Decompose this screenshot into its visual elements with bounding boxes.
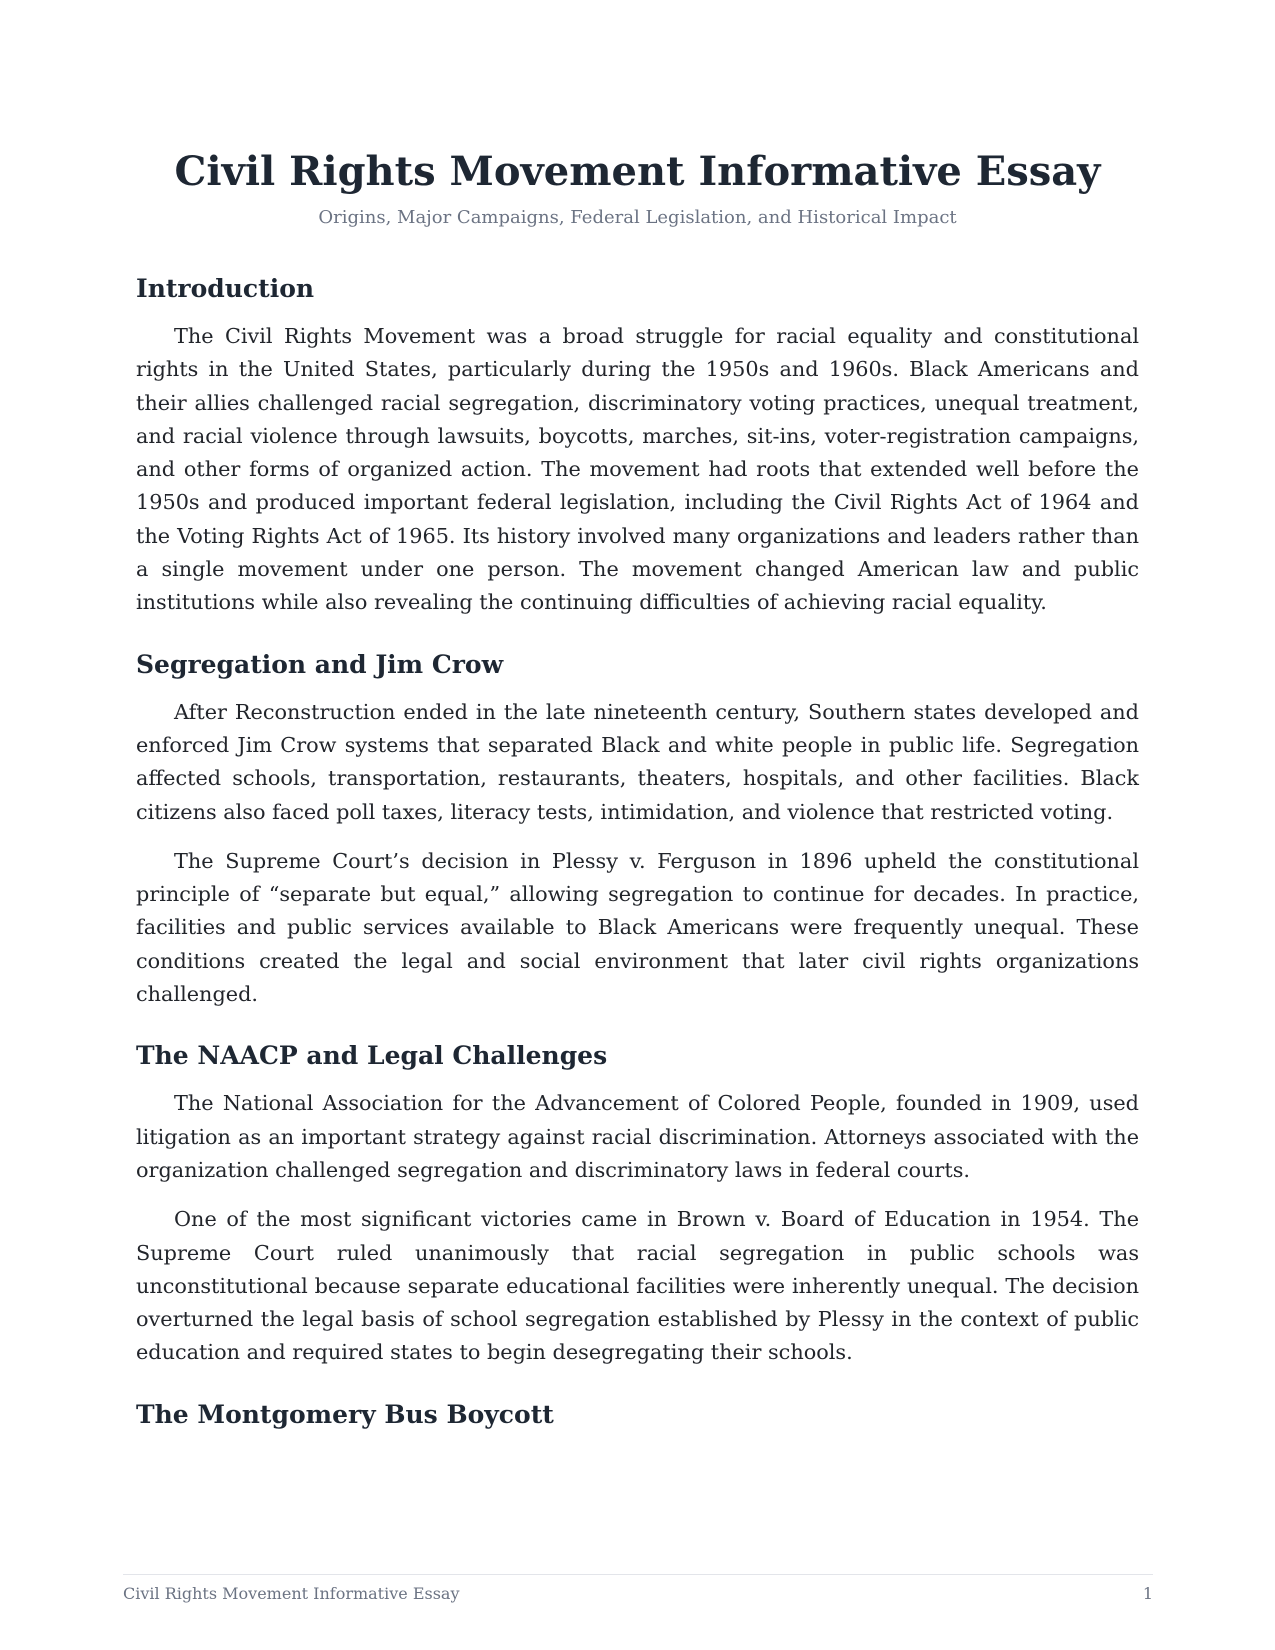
document-title: Civil Rights Movement Informative Essay [174,148,1101,195]
section-heading: The Montgomery Bus Boycott [136,1399,554,1429]
section-introduction [136,268,1139,620]
section-heading: The NAACP and Legal Challenges [136,1041,608,1071]
page-footer [123,1574,1153,1603]
paragraph: One of the most significant victories came in Brown v. Board of Education in 1954. The Supreme Court ruled unanimously that racial segregation in public schools was unconstitutional because separate educational facilities were inherently unequal. The decision overturned the legal basis of school segregation established by Plessy in the context of public education and required states to begin desegregating their schools. [136,1207,1139,1365]
paragraph: The Civil Rights Movement was a broad struggle for racial equality and constitutional rights in the United States, particularly during the 1950s and 1960s. Black Americans and their allies challenged racial segregation, discriminatory voting practices, unequal treatment, and racial violence through lawsuits, boycotts, marches, sit-ins, voter-registration campaigns, and other forms of organized action. The movement had roots that extended well before the 1950s and produced important federal legislation, including the Civil Rights Act of 1964 and the Voting Rights Act of 1965. Its history involved many organizations and leaders rather than a single movement under one person. The movement changed American law and public institutions while also revealing the continuing difficulties of achieving racial equality. [136,324,1139,615]
section-heading: Segregation and Jim Crow [136,649,504,679]
paragraph: After Reconstruction ended in the late nineteenth century, Southern states developed and enforced Jim Crow systems that separated Black and white people in public life. Segregation affected schools, transportation, restaurants, theaters, hospitals, and other facilities. Black citizens also faced poll taxes, literacy tests, intimidation, and violence that restricted voting. [136,699,1139,824]
paragraph: The Supreme Court’s decision in Plessy v. Ferguson in 1896 upheld the constitutional principle of “separate but equal,” allowing segregation to continue for decades. In practice, facilities and public services available to Black Americans were frequently unequal. These conditions created the legal and social environment that later civil rights organizations challenged. [136,848,1139,1007]
section-montgomery-bus-boycott [136,1394,1139,1436]
document-subtitle: Origins, Major Campaigns, Federal Legislation, and Historical Impact [318,207,957,228]
paragraph: The National Association for the Advancement of Colored People, founded in 1909, used litigation as an important strategy against racial discrimination. Attorneys associated with the organization challenged segregation and discriminatory laws in federal courts. [136,1091,1139,1182]
footer-document-title: Civil Rights Movement Informative Essay [123,1584,460,1603]
section-segregation-and-jim-crow [136,644,1139,1012]
section-heading: Introduction [136,274,315,303]
footer-page-number: 1 [1142,1584,1153,1603]
document-body [136,268,1139,1446]
section-naacp-legal-challenges [136,1035,1139,1369]
